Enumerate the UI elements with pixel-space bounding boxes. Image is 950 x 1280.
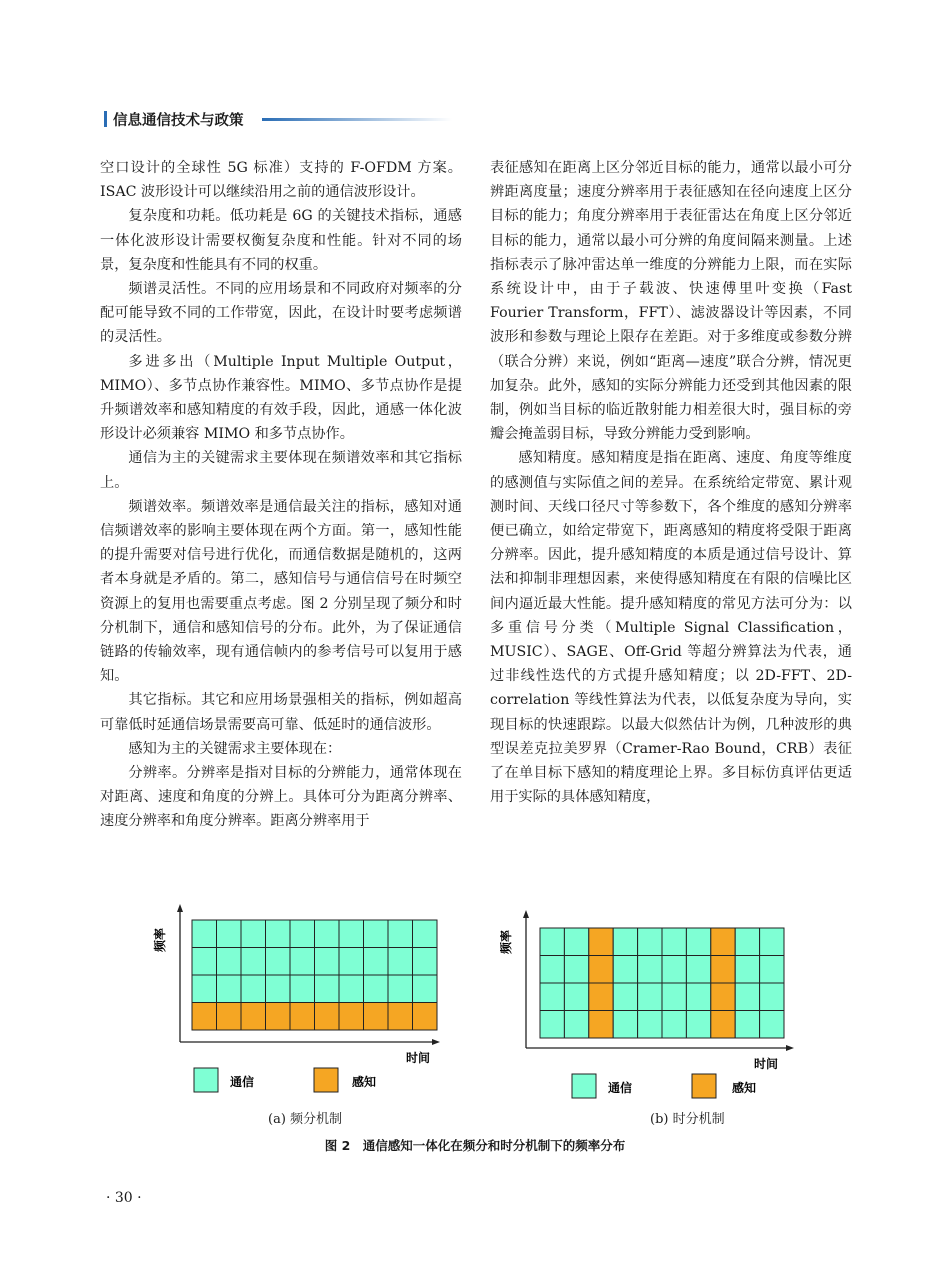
comm-resource-cell (760, 928, 784, 956)
sensing-resource-cell (192, 1003, 217, 1031)
paragraph: 表征感知在距离上区分邻近目标的能力，通常以最小可分辨距离度量；速度分辨率用于表征感知在径向速度上区分目标的能力；角度分辨率用于表征雷达在角度上区分邻近目标的能力，通常以最小可分辨的角度间隔来测量。上述指标表示了脉冲雷达单一维度的分辨能力上限，而在实际系统设计中，由于子载波、快速傅里叶变换（Fast Fourier Transform，FFT）、滤波器设计等因素，不同波形和参数与理论上限存在差距。对于多维度或参数分辨（联合分辨）来说，例如“距离—速度”联合分辨，情况更加复杂。此外，感知的实际分辨能力还受到其他因素的限制，例如当目标的临近散射能力相差很大时，强目标的旁瓣会掩盖弱目标，导致分辨能力受到影响。 (490, 160, 852, 443)
comm-resource-cell (540, 956, 564, 984)
comm-resource-cell (686, 983, 710, 1011)
figure-caption: 图 2 通信感知一体化在频分和时分机制下的频率分布 (324, 1138, 626, 1153)
comm-resource-cell (760, 956, 784, 984)
comm-resource-cell (413, 975, 438, 1003)
comm-resource-cell (735, 928, 759, 956)
comm-resource-cell (686, 928, 710, 956)
y-axis-arrow (523, 910, 529, 918)
sensing-resource-cell (217, 1003, 242, 1031)
header-rule (262, 118, 452, 121)
paragraph: 感知为主的关键需求主要体现在： (128, 740, 342, 757)
legend-comm-swatch (572, 1074, 596, 1098)
comm-resource-cell (241, 975, 266, 1003)
sensing-resource-cell (315, 1003, 340, 1031)
comm-resource-cell (413, 948, 438, 976)
comm-resource-cell (290, 920, 315, 948)
paragraph: 多进多出（Multiple Input Multiple Output，MIMO）、多节点协作兼容性。MIMO、多节点协作是提升频谱效率和感知精度的有效手段，因此，通感一体化波形设计必须兼容 MIMO 和多节点协作。 (100, 353, 462, 443)
comm-resource-cell (192, 948, 217, 976)
comm-resource-cell (662, 1011, 686, 1039)
paragraph: 通信为主的关键需求主要体现在频谱效率和其它指标上。 (100, 450, 462, 491)
sensing-resource-cell (266, 1003, 291, 1031)
paragraph: 分辨率。分辨率是指对目标的分辨能力，通常体现在对距离、速度和角度的分辨上。具体可分为距离分辨率、速度分辨率和角度分辨率。距离分辨率用于 (100, 765, 462, 830)
sensing-resource-cell (589, 1011, 613, 1039)
paragraph: 其它指标。其它和应用场景强相关的指标，例如超高可靠低时延通信场景需要高可靠、低延时的通信波形。 (100, 692, 462, 733)
comm-resource-cell (192, 975, 217, 1003)
legend-sense-label: 感知 (732, 1081, 757, 1095)
sensing-resource-cell (589, 956, 613, 984)
paragraph: 频谱效率。频谱效率是通信最关注的指标，感知对通信频谱效率的影响主要体现在两个方面。第一，感知性能的提升需要对信号进行优化，而通信数据是随机的，这两者本身就是矛盾的。第二，感知信号与通信信号在时频空资源上的复用也需要重点考虑。图 2 分别呈现了频分和时分机制下，通信和感知信号的分布。此外，为了保证通信链路的传输效率，现有通信帧内的参考信号可以复用于感知。 (100, 498, 462, 685)
paragraph: 频谱灵活性。不同的应用场景和不同政府对频率的分配可能导致不同的工作带宽，因此，在设计时要考虑频谱的灵活性。 (100, 281, 462, 346)
x-axis-label: 时间 (753, 1057, 779, 1071)
legend-sense-swatch (692, 1074, 716, 1098)
comm-resource-cell (735, 1011, 759, 1039)
comm-resource-cell (241, 948, 266, 976)
comm-resource-cell (266, 948, 291, 976)
sensing-resource-cell (589, 983, 613, 1011)
comm-resource-cell (564, 956, 588, 984)
legend-comm-label: 通信 (608, 1081, 633, 1095)
comm-resource-cell (364, 948, 389, 976)
comm-resource-cell (413, 920, 438, 948)
header-title: 信息通信技术与政策 (113, 112, 244, 129)
sensing-resource-cell (589, 928, 613, 956)
comm-resource-cell (564, 1011, 588, 1039)
comm-resource-cell (760, 1011, 784, 1039)
comm-resource-cell (613, 983, 637, 1011)
paragraph: 感知精度。感知精度是指在距离、速度、角度等维度的感测值与实际值之间的差异。在系统给定带宽、累计观测时间、天线口径尺寸等参数下，各个维度的感知分辨率便已确立，如给定带宽下，距离感知的精度将受限于距离分辨率。因此，提升感知精度的本质是通过信号设计、算法和抑制非理想因素，来使得感知精度在有限的信噪比区间内逼近最大性能。提升感知精度的常见方法可分为：以多重信号分类（Multiple Signal Classification，MUSIC）、SAGE、Off-Grid 等超分辨算法为代表，通过非线性迭代的方式提升感知精度；以 2D-FFT、2D-correlation 等线性算法为代表，以低复杂度为导向，实现目标的快速跟踪。以最大似然估计为例，几种波形的典型误差克拉美罗界（Cramer-Rao Bound，CRB）表征了在单目标下感知的精度理论上界。多目标仿真评估更适用于实际的具体感知精度， (490, 450, 852, 806)
page-number: · 30 · (106, 1190, 142, 1206)
sensing-resource-cell (711, 928, 735, 956)
comm-resource-cell (735, 983, 759, 1011)
comm-resource-cell (315, 975, 340, 1003)
comm-resource-cell (315, 948, 340, 976)
comm-resource-cell (315, 920, 340, 948)
right-column (490, 156, 852, 809)
comm-resource-cell (564, 983, 588, 1011)
comm-resource-cell (638, 928, 662, 956)
subfigure-caption-a: (a) 频分机制 (268, 1112, 343, 1127)
comm-resource-cell (364, 920, 389, 948)
comm-resource-cell (638, 983, 662, 1011)
time-division-diagram (500, 900, 800, 1105)
frequency-division-diagram (150, 900, 450, 1100)
sensing-resource-cell (388, 1003, 413, 1031)
y-axis-label: 频率 (153, 927, 167, 953)
comm-resource-cell (339, 975, 364, 1003)
left-column (100, 156, 462, 834)
comm-resource-cell (266, 975, 291, 1003)
comm-resource-cell (564, 928, 588, 956)
comm-resource-cell (217, 920, 242, 948)
sensing-resource-cell (290, 1003, 315, 1031)
comm-resource-cell (388, 948, 413, 976)
subfigure-caption-b: (b) 时分机制 (650, 1112, 725, 1127)
running-header (104, 108, 244, 130)
comm-resource-cell (339, 948, 364, 976)
comm-resource-cell (613, 928, 637, 956)
comm-resource-cell (686, 956, 710, 984)
comm-resource-cell (638, 956, 662, 984)
comm-resource-cell (613, 1011, 637, 1039)
comm-resource-cell (388, 920, 413, 948)
header-accent-bar (104, 111, 107, 127)
legend-comm-label: 通信 (230, 1075, 255, 1089)
comm-resource-cell (217, 975, 242, 1003)
comm-resource-cell (388, 975, 413, 1003)
comm-resource-cell (540, 1011, 564, 1039)
sensing-resource-cell (241, 1003, 266, 1031)
figure-panel-a (150, 900, 450, 1100)
legend-sense-label: 感知 (352, 1075, 377, 1089)
comm-resource-cell (638, 1011, 662, 1039)
legend-sense-swatch (314, 1068, 338, 1092)
comm-resource-cell (339, 920, 364, 948)
legend-comm-swatch (194, 1068, 218, 1092)
comm-resource-cell (364, 975, 389, 1003)
comm-resource-cell (760, 983, 784, 1011)
comm-resource-cell (735, 956, 759, 984)
sensing-resource-cell (364, 1003, 389, 1031)
y-axis-arrow (177, 904, 183, 912)
comm-resource-cell (613, 956, 637, 984)
resource-grid (540, 928, 784, 1038)
x-axis-arrow (786, 1045, 794, 1051)
comm-resource-cell (540, 983, 564, 1011)
comm-resource-cell (290, 948, 315, 976)
x-axis-label: 时间 (405, 1051, 431, 1065)
sensing-resource-cell (339, 1003, 364, 1031)
comm-resource-cell (662, 983, 686, 1011)
sensing-resource-cell (413, 1003, 438, 1031)
comm-resource-cell (192, 920, 217, 948)
y-axis-label: 频率 (500, 929, 513, 955)
comm-resource-cell (290, 975, 315, 1003)
sensing-resource-cell (711, 956, 735, 984)
paragraph: 复杂度和功耗。低功耗是 6G 的关键技术指标，通感一体化波形设计需要权衡复杂度和性能。针对不同的场景，复杂度和性能具有不同的权重。 (100, 208, 462, 273)
comm-resource-cell (662, 928, 686, 956)
x-axis-arrow (432, 1039, 440, 1045)
comm-resource-cell (217, 948, 242, 976)
paragraph: 空口设计的全球性 5G 标准）支持的 F-OFDM 方案。ISAC 波形设计可以继续沿用之前的通信波形设计。 (100, 160, 462, 201)
comm-resource-cell (662, 956, 686, 984)
figure-panel-b (500, 900, 800, 1105)
comm-resource-cell (540, 928, 564, 956)
comm-resource-cell (241, 920, 266, 948)
resource-grid (192, 920, 437, 1030)
sensing-resource-cell (711, 1011, 735, 1039)
comm-resource-cell (686, 1011, 710, 1039)
comm-resource-cell (266, 920, 291, 948)
sensing-resource-cell (711, 983, 735, 1011)
